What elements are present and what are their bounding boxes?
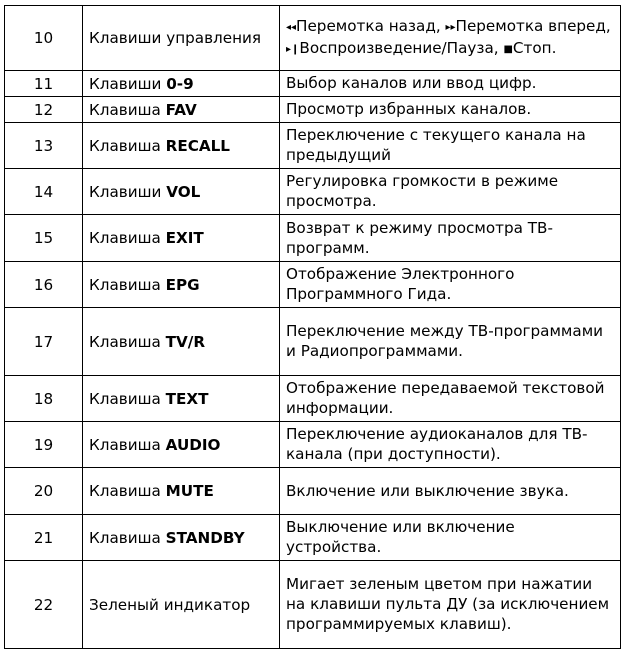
row-number: 12	[5, 97, 83, 123]
key-prefix: Клавиша	[89, 275, 166, 294]
key-prefix: Зеленый индикатор	[89, 595, 251, 614]
desc-text: Перемотка назад,	[296, 16, 446, 35]
key-name	[83, 6, 280, 71]
row-number: 22	[5, 561, 83, 649]
key-description: Переключение между ТВ-программами и Радиопрограммами.	[280, 308, 621, 376]
key-label: MUTE	[165, 482, 214, 500]
key-label: EXIT	[165, 229, 204, 247]
fast-forward-icon: ▸▸	[445, 21, 456, 33]
key-description: Включение или выключение звука.	[280, 468, 621, 515]
desc-text: Стоп.	[512, 38, 557, 57]
row-number: 20	[5, 468, 83, 515]
key-prefix: Клавиша	[89, 528, 166, 547]
table-row	[5, 515, 621, 561]
stop-icon: ■	[503, 43, 513, 55]
row-number: 14	[5, 169, 83, 215]
key-name	[83, 468, 280, 515]
row-number: 15	[5, 215, 83, 262]
key-name	[83, 123, 280, 169]
key-description: Отображение Электронного Программного Гида.	[280, 262, 621, 308]
table-row	[5, 215, 621, 262]
key-name	[83, 561, 280, 649]
key-description: Отображение передаваемой текстовой информации.	[280, 376, 621, 422]
key-label: AUDIO	[165, 435, 221, 454]
table-row	[5, 97, 621, 123]
row-number: 18	[5, 376, 83, 422]
key-prefix: Клавиши управления	[89, 29, 262, 47]
row-number: 11	[5, 71, 83, 97]
key-prefix: Клавиша	[89, 136, 166, 155]
remote-keys-table	[4, 5, 621, 649]
desc-text: Воспроизведение/Пауза,	[299, 38, 504, 57]
key-name	[83, 422, 280, 468]
key-prefix: Клавиша	[89, 435, 166, 454]
key-name	[83, 262, 280, 308]
key-description: Мигает зеленым цветом при нажатии на клавиши пульта ДУ (за исключением программируемых клавиш).	[280, 561, 621, 649]
key-name	[83, 169, 280, 215]
table-row	[5, 561, 621, 649]
key-label: 0-9	[166, 74, 194, 93]
key-name	[83, 71, 280, 97]
key-name	[83, 515, 280, 561]
row-number: 17	[5, 308, 83, 376]
table-row	[5, 169, 621, 215]
key-description: Регулировка громкости в режиме просмотра.	[280, 169, 621, 215]
table-row	[5, 468, 621, 515]
key-prefix: Клавиша	[89, 482, 166, 500]
key-label: RECALL	[165, 136, 230, 155]
key-name	[83, 376, 280, 422]
key-label: TV/R	[165, 332, 206, 351]
key-description: Выбор каналов или ввод цифр.	[280, 71, 621, 97]
key-prefix: Клавиши	[89, 182, 167, 201]
table-row	[5, 123, 621, 169]
play-pause-icon: ▸❙	[286, 43, 300, 55]
key-description: Возврат к режиму просмотра ТВ-программ.	[280, 215, 621, 262]
row-number: 10	[5, 6, 83, 71]
key-description: Просмотр избранных каналов.	[280, 97, 621, 123]
key-name	[83, 308, 280, 376]
key-description: Переключение с текущего канала на предыдущий	[280, 123, 621, 169]
table-row	[5, 422, 621, 468]
key-label: FAV	[165, 100, 197, 119]
key-label: EPG	[165, 275, 200, 294]
key-label: STANDBY	[165, 528, 245, 547]
table-row	[5, 376, 621, 422]
key-description	[280, 6, 621, 71]
row-number: 19	[5, 422, 83, 468]
table-row	[5, 6, 621, 71]
key-description: Выключение или включение устройства.	[280, 515, 621, 561]
row-number: 16	[5, 262, 83, 308]
table-row	[5, 308, 621, 376]
key-prefix: Клавиша	[89, 389, 166, 408]
key-prefix: Клавиша	[89, 229, 166, 247]
key-prefix: Клавиши	[89, 74, 167, 93]
table-row	[5, 71, 621, 97]
key-name	[83, 97, 280, 123]
key-description: Переключение аудиоканалов для ТВ-канала (при доступности).	[280, 422, 621, 468]
table-row	[5, 262, 621, 308]
key-name	[83, 215, 280, 262]
row-number: 13	[5, 123, 83, 169]
key-prefix: Клавиша	[89, 332, 166, 351]
desc-text: Перемотка вперед,	[455, 16, 611, 35]
rewind-icon: ◂◂	[286, 21, 297, 33]
key-label: VOL	[166, 182, 201, 201]
key-prefix: Клавиша	[89, 100, 166, 119]
key-label: TEXT	[165, 389, 209, 408]
row-number: 21	[5, 515, 83, 561]
